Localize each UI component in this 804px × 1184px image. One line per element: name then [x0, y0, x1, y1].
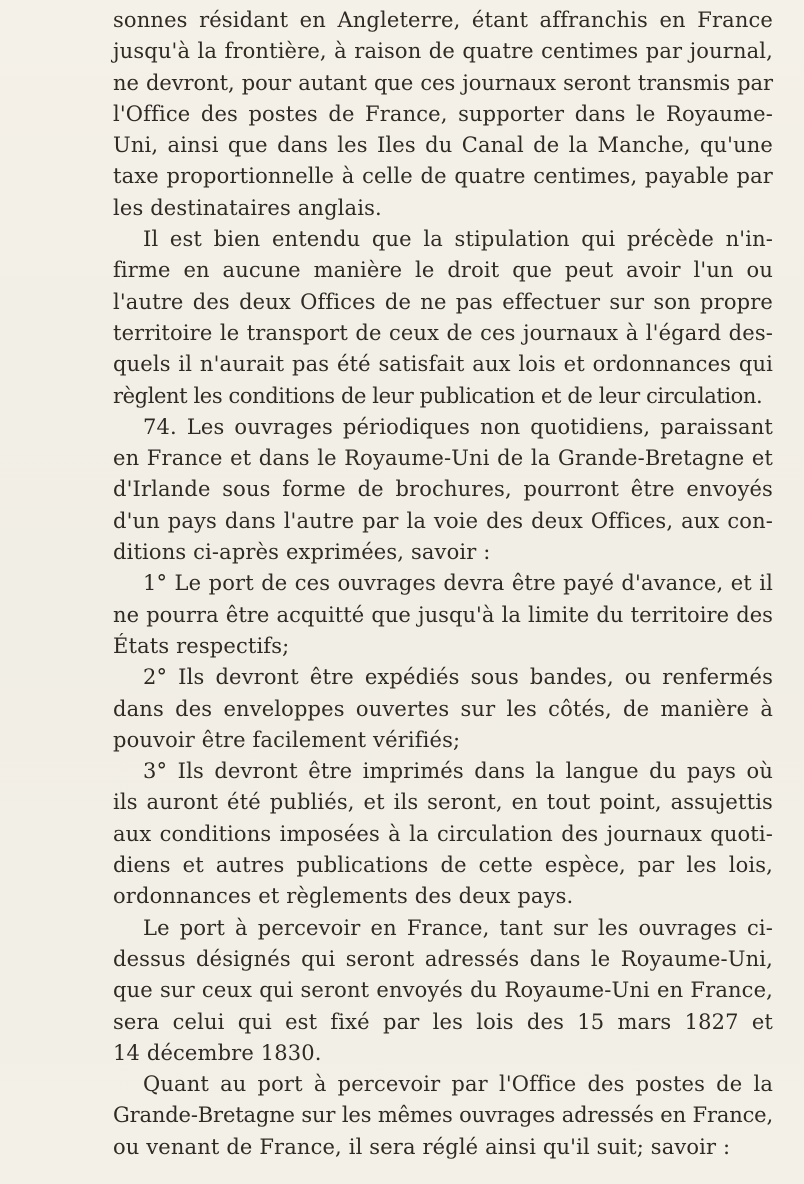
text-line: sonnes résidant en Angleterre, étant affranchis en France [113, 8, 773, 32]
text-line: ditions ci-après exprimées, savoir : [113, 540, 491, 565]
paragraph-p4 [113, 568, 773, 662]
paragraph-p3 [113, 412, 773, 568]
text-line: ordonnances et règlements des deux pays. [113, 884, 574, 909]
text-line: ils auront été publiés, et ils seront, en tout point, assujettis [113, 790, 773, 815]
text-line: d'un pays dans l'autre par la voie des deux Offices, aux con- [113, 508, 773, 533]
text-line: Il est bien entendu que la stipulation qui précède n'in- [143, 227, 773, 252]
text-line: jusqu'à la frontière, à raison de quatre centimes par journal, [113, 39, 773, 64]
text-line: Grande-Bretagne sur les mêmes ouvrages adressés en France, [113, 1103, 773, 1128]
text-line: ne pourra être acquitté que jusqu'à la limite du territoire des [113, 602, 773, 627]
text-line: Quant au port à percevoir par l'Office des postes de la [143, 1072, 773, 1097]
text-line: Le port à percevoir en France, tant sur les ouvrages ci- [143, 915, 773, 940]
text-line: taxe proportionnelle à celle de quatre centimes, payable par [113, 164, 773, 189]
text-line: 14 décembre 1830. [113, 1040, 322, 1065]
paragraph-p1 [113, 5, 773, 224]
text-line: quels il n'aurait pas été satisfait aux lois et ordonnances qui [113, 352, 773, 377]
text-line: dans des enveloppes ouvertes sur les côtés, de manière à [113, 696, 773, 721]
paragraph-p5 [113, 662, 773, 756]
text-line: d'Irlande sous forme de brochures, pourront être envoyés [113, 477, 773, 502]
text-line: en France et dans le Royaume-Uni de la Grande-Bretagne et [113, 446, 773, 471]
text-line: États respectifs; [113, 633, 290, 658]
text-line: règlent les conditions de leur publication et de leur circulation. [113, 383, 763, 408]
text-line: territoire le transport de ceux de ces journaux à l'égard des- [113, 320, 773, 345]
text-line: dessus désignés qui seront adressés dans le Royaume-Uni, [113, 946, 773, 971]
text-line: les destinataires anglais. [113, 195, 382, 220]
document-body [113, 5, 773, 1163]
text-line: 3° Ils devront être imprimés dans la langue du pays où [143, 759, 773, 784]
text-line: 74. Les ouvrages périodiques non quotidiens, paraissant [143, 414, 773, 439]
paragraph-p6 [113, 756, 773, 912]
text-line: sera celui qui est fixé par les lois des 15 mars 1827 et [113, 1009, 773, 1034]
text-line: l'Office des postes de France, supporter dans le Royaume- [113, 101, 773, 126]
text-line: que sur ceux qui seront envoyés du Royaume-Uni en France, [113, 978, 773, 1003]
text-line: l'autre des deux Offices de ne pas effectuer sur son propre [113, 289, 773, 314]
paragraph-p2 [83, 224, 773, 412]
text-line: 2° Ils devront être expédiés sous bandes, ou renfermés [143, 665, 773, 690]
text-line: aux conditions imposées à la circulation des journaux quoti- [113, 821, 773, 846]
text-line: ne devront, pour autant que ces journaux seront transmis par [113, 70, 773, 95]
paragraph-p7 [113, 913, 773, 1069]
text-line: diens et autres publications de cette espèce, par les lois, [113, 853, 773, 878]
text-line: ou venant de France, il sera réglé ainsi qu'il suit; savoir : [113, 1134, 731, 1159]
text-line: pouvoir être facilement vérifiés; [113, 727, 461, 752]
paragraph-p8 [113, 1069, 773, 1163]
text-line: firme en aucune manière le droit que peut avoir l'un ou [113, 258, 773, 283]
text-line: 1° Le port de ces ouvrages devra être payé d'avance, et il [143, 571, 773, 596]
text-line: Uni, ainsi que dans les Iles du Canal de la Manche, qu'une [113, 133, 773, 158]
